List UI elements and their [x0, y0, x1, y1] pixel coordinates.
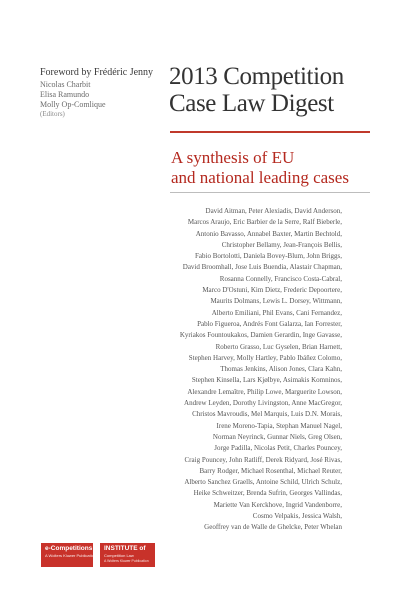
author-line: Jorge Padilla, Nicolas Petit, Charles Pouncey, [214, 444, 342, 453]
logo-text: e-Competitions [45, 545, 93, 552]
book-subtitle-line: and national leading cases [171, 168, 349, 187]
book-subtitle [171, 148, 391, 188]
authors-list [42, 206, 342, 534]
author-line: Alexandre Lemaître, Philip Lowe, Marguerite Lowson, [187, 387, 342, 396]
editor-name: Nicolas Charbit [40, 80, 91, 89]
book-title-line: 2013 Competition [169, 63, 344, 90]
author-line: Norman Neyrinck, Gunnar Niels, Greg Olsen, [212, 432, 342, 441]
author-line: Stephen Kinsella, Lars Kjølbye, Asimakis Komninos, [191, 376, 342, 385]
author-line: Marcos Araujo, Eric Barbier de la Serre, Ralf Bieberle, [187, 218, 342, 227]
editors-role: (Editors) [40, 110, 65, 118]
author-line: Christopher Bellamy, Jean-François Bellis, [221, 240, 342, 249]
author-line: Marco D'Ostuni, Kim Dietz, Frederic Depoortere, [202, 286, 342, 295]
e-competitions-logo [41, 543, 97, 567]
author-line: David Broomhall, Jose Luis Buendia, Alastair Chapman, [182, 263, 342, 272]
author-line: Fabio Bortolotti, Daniela Bovey-Blum, John Briggs, [195, 252, 342, 261]
author-line: Andrew Leyden, Dorothy Livingston, Anne MacGregor, [184, 399, 342, 408]
book-title-line: Case Law Digest [169, 90, 334, 117]
book-subtitle-line: A synthesis of EU [171, 148, 295, 167]
author-line: Cosmo Velpakis, Jessica Walsh, [252, 512, 342, 521]
author-line: Alberto Emiliani, Phil Evans, Cani Fernandez, [211, 308, 342, 317]
author-line: Roberto Grasso, Luc Gyselen, Brian Harnett, [215, 342, 342, 351]
logo-text: INSTITUTE of [104, 545, 146, 552]
logo-tagline: A Wolters Kluwer Publication [104, 559, 149, 563]
author-line: Rosanna Connelly, Francisco Costa-Cabral, [219, 274, 342, 283]
author-line: Maurits Dolmans, Lewis L. Dorsey, Wittmann, [210, 297, 342, 306]
editor-name: Elisa Ramundo [40, 90, 90, 99]
logo-tagline: A Wolters Kluwer Publication [45, 553, 97, 558]
logo-text: Competition Law [104, 553, 134, 558]
author-line: David Aitman, Peter Alexiadis, David Anderson, [205, 207, 342, 215]
author-line: Heike Schweitzer, Brenda Sufrin, Georges Vallindas, [193, 489, 342, 498]
author-line: Kyriakos Fountoukakos, Damien Gerardin, Inge Gavasse, [179, 331, 342, 340]
author-line: Craig Pouncey, John Ratliff, Derek Ridyard, José Rivas, [184, 455, 342, 464]
subtitle-divider [170, 192, 370, 193]
author-line: Geoffrey van de Walle de Ghelcke, Peter Whelan [204, 523, 342, 532]
author-line: Stephen Harvey, Molly Hartley, Pablo Ibáñez Colomo, [188, 353, 342, 362]
author-line: Alberto Sanchez Graells, Antoine Schild, Ulrich Schulz, [184, 478, 342, 487]
author-line: Antonio Bavasso, Annabel Baxter, Martin Bechtold, [195, 229, 342, 238]
author-line: Mariette Van Kerckhove, Ingrid Vandenborre, [213, 500, 342, 509]
author-line: Barry Rodger, Michael Rosenthal, Michael Reuter, [199, 466, 342, 475]
author-line: Irene Moreno-Tapia, Stephan Manuel Nagel, [216, 421, 342, 430]
foreword-credit: Foreword by Frédéric Jenny [40, 67, 154, 78]
title-divider [170, 131, 370, 133]
author-line: Pablo Figueroa, Andrés Font Galarza, Ian Forrester, [197, 319, 342, 328]
author-line: Christos Mavroudis, Mel Marquis, Luis D.N. Morais, [192, 410, 342, 419]
contributors-column [40, 67, 160, 119]
institute-of-competition-law-logo [100, 543, 155, 567]
author-line: Thomas Jenkins, Alison Jones, Clara Kahn, [220, 365, 342, 374]
editor-name: Molly Op-Comlique [40, 100, 106, 109]
book-title [169, 63, 394, 117]
